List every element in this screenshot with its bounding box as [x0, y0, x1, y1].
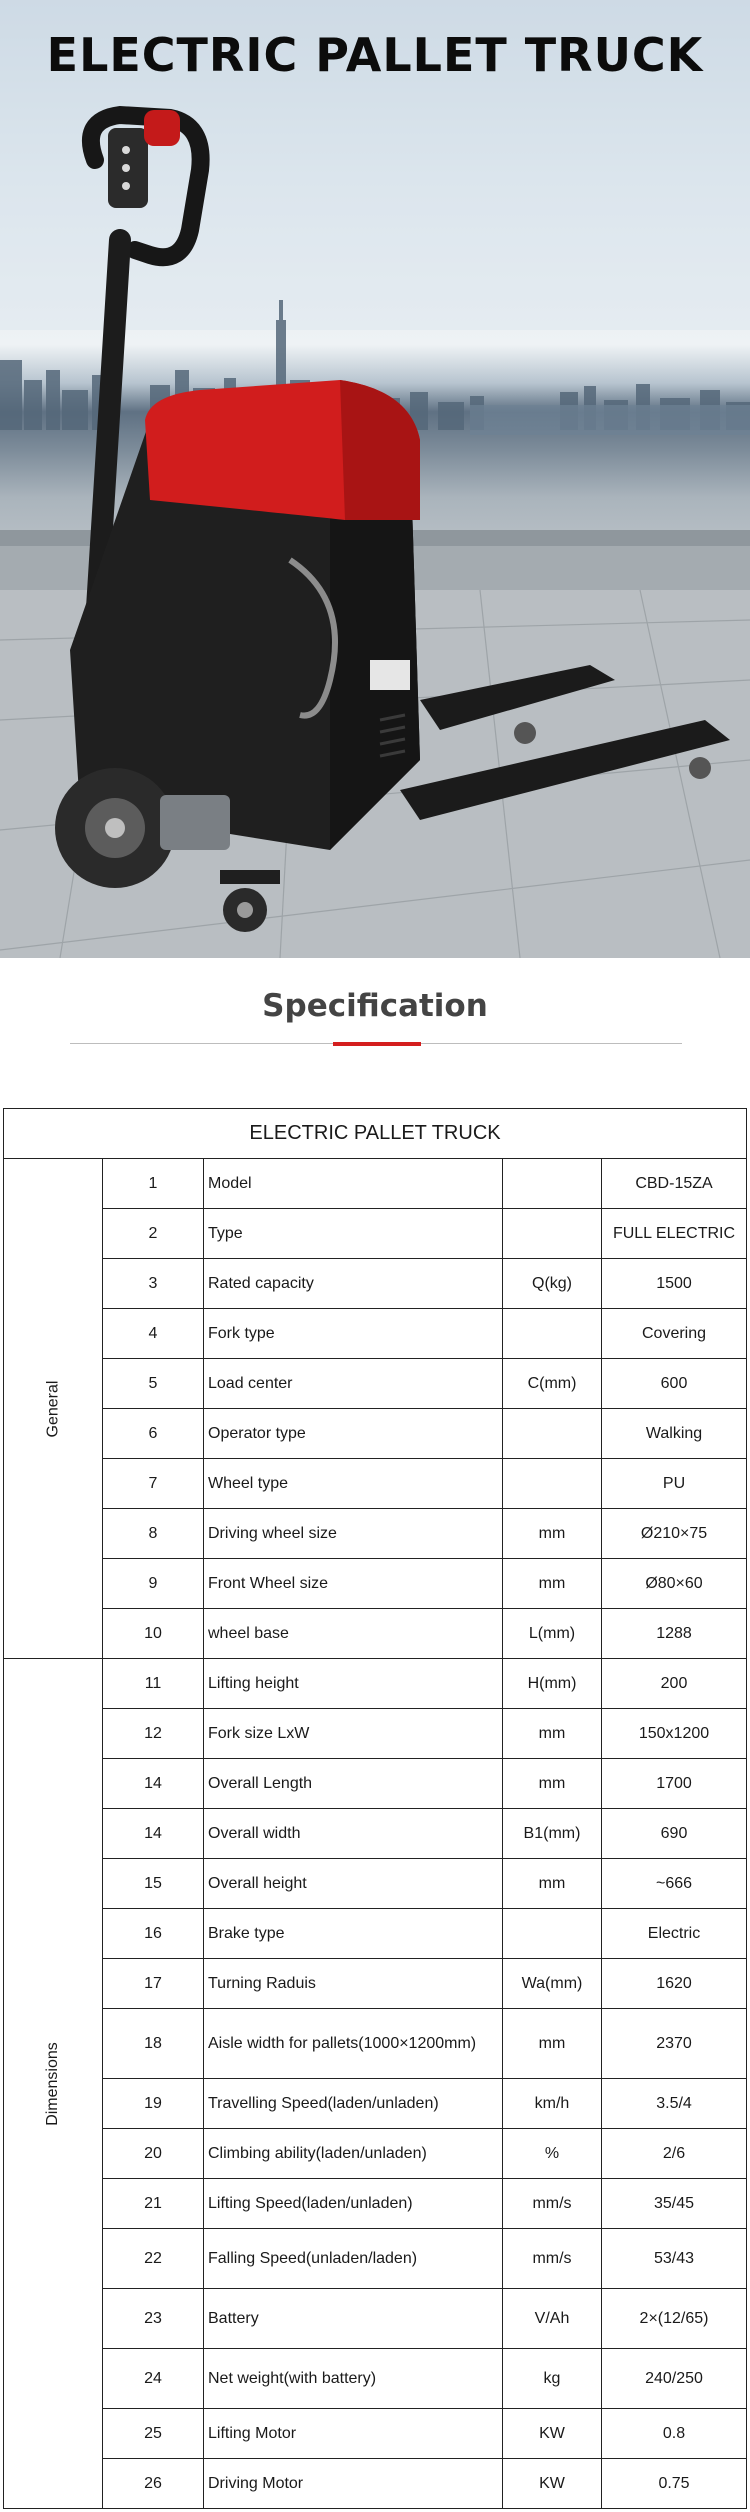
- table-row: [4, 1909, 747, 1959]
- row-unit: C(mm): [503, 1359, 602, 1409]
- row-number: 23: [103, 2289, 204, 2349]
- table-row: [4, 1559, 747, 1609]
- spec-caption: ELECTRIC PALLET TRUCK: [4, 1109, 747, 1159]
- row-number: 11: [103, 1659, 204, 1709]
- table-row: [4, 1409, 747, 1459]
- table-row: [4, 1159, 747, 1209]
- table-row: [4, 2409, 747, 2459]
- row-number: 2: [103, 1209, 204, 1259]
- heading-accent-bar: [333, 1042, 421, 1046]
- table-row: [4, 1209, 747, 1259]
- row-number: 25: [103, 2409, 204, 2459]
- row-number: 18: [103, 2009, 204, 2079]
- row-unit: Wa(mm): [503, 1959, 602, 2009]
- row-unit: [503, 1459, 602, 1509]
- row-value: 53/43: [602, 2229, 747, 2289]
- row-parameter: wheel base: [204, 1609, 503, 1659]
- table-row: [4, 1459, 747, 1509]
- table-row: [4, 2009, 747, 2079]
- row-parameter: Lifting Speed(laden/unladen): [204, 2179, 503, 2229]
- row-value: 600: [602, 1359, 747, 1409]
- table-row: [4, 1359, 747, 1409]
- row-parameter: Load center: [204, 1359, 503, 1409]
- table-row: [4, 1759, 747, 1809]
- row-unit: L(mm): [503, 1609, 602, 1659]
- row-number: 5: [103, 1359, 204, 1409]
- row-number: 7: [103, 1459, 204, 1509]
- row-parameter: Climbing ability(laden/unladen): [204, 2129, 503, 2179]
- table-row: [4, 2079, 747, 2129]
- row-number: 26: [103, 2459, 204, 2509]
- row-unit: kg: [503, 2349, 602, 2409]
- row-value: 150x1200: [602, 1709, 747, 1759]
- row-parameter: Net weight(with battery): [204, 2349, 503, 2409]
- row-value: 200: [602, 1659, 747, 1709]
- row-value: 1288: [602, 1609, 747, 1659]
- row-parameter: Battery: [204, 2289, 503, 2349]
- row-unit: mm: [503, 1509, 602, 1559]
- row-number: 24: [103, 2349, 204, 2409]
- row-value: 3.5/4: [602, 2079, 747, 2129]
- row-value: 2×(12/65): [602, 2289, 747, 2349]
- row-unit: KW: [503, 2459, 602, 2509]
- table-row: [4, 1809, 747, 1859]
- row-value: ~666: [602, 1859, 747, 1909]
- section-heading: Specification: [262, 988, 488, 1024]
- table-row: [4, 2179, 747, 2229]
- row-number: 17: [103, 1959, 204, 2009]
- row-parameter: Travelling Speed(laden/unladen): [204, 2079, 503, 2129]
- row-unit: KW: [503, 2409, 602, 2459]
- table-row: [4, 1959, 747, 2009]
- group-label-cell: [4, 1159, 103, 1659]
- row-number: 21: [103, 2179, 204, 2229]
- row-number: 8: [103, 1509, 204, 1559]
- spec-table: [3, 1108, 747, 2509]
- row-value: 1620: [602, 1959, 747, 2009]
- row-parameter: Fork type: [204, 1309, 503, 1359]
- row-value: 0.8: [602, 2409, 747, 2459]
- table-row: [4, 1709, 747, 1759]
- row-unit: [503, 1909, 602, 1959]
- row-parameter: Driving wheel size: [204, 1509, 503, 1559]
- row-value: FULL ELECTRIC: [602, 1209, 747, 1259]
- row-number: 9: [103, 1559, 204, 1609]
- row-value: 35/45: [602, 2179, 747, 2229]
- row-number: 4: [103, 1309, 204, 1359]
- row-value: PU: [602, 1459, 747, 1509]
- row-value: 0.75: [602, 2459, 747, 2509]
- group-label: General: [43, 1380, 61, 1437]
- row-unit: mm: [503, 2009, 602, 2079]
- table-row: [4, 2229, 747, 2289]
- row-unit: Q(kg): [503, 1259, 602, 1309]
- row-number: 10: [103, 1609, 204, 1659]
- row-parameter: Overall height: [204, 1859, 503, 1909]
- row-number: 19: [103, 2079, 204, 2129]
- row-number: 12: [103, 1709, 204, 1759]
- row-number: 14: [103, 1759, 204, 1809]
- row-parameter: Fork size LxW: [204, 1709, 503, 1759]
- row-value: Ø210×75: [602, 1509, 747, 1559]
- row-unit: %: [503, 2129, 602, 2179]
- row-parameter: Aisle width for pallets(1000×1200mm): [204, 2009, 503, 2079]
- row-unit: mm/s: [503, 2179, 602, 2229]
- row-value: Walking: [602, 1409, 747, 1459]
- row-unit: [503, 1409, 602, 1459]
- row-parameter: Overall Length: [204, 1759, 503, 1809]
- row-unit: km/h: [503, 2079, 602, 2129]
- row-number: 15: [103, 1859, 204, 1909]
- row-parameter: Model: [204, 1159, 503, 1209]
- row-unit: mm: [503, 1709, 602, 1759]
- row-parameter: Type: [204, 1209, 503, 1259]
- row-number: 16: [103, 1909, 204, 1959]
- row-number: 14: [103, 1809, 204, 1859]
- table-row: [4, 2459, 747, 2509]
- row-value: Covering: [602, 1309, 747, 1359]
- row-value: Electric: [602, 1909, 747, 1959]
- row-unit: [503, 1309, 602, 1359]
- row-unit: mm/s: [503, 2229, 602, 2289]
- group-label-cell: [4, 1659, 103, 2509]
- table-row: [4, 1259, 747, 1309]
- row-value: 1500: [602, 1259, 747, 1309]
- table-row: [4, 2349, 747, 2409]
- row-value: 2/6: [602, 2129, 747, 2179]
- row-value: 240/250: [602, 2349, 747, 2409]
- row-parameter: Front Wheel size: [204, 1559, 503, 1609]
- row-parameter: Brake type: [204, 1909, 503, 1959]
- row-value: 690: [602, 1809, 747, 1859]
- row-value: 2370: [602, 2009, 747, 2079]
- row-unit: mm: [503, 1759, 602, 1809]
- row-parameter: Operator type: [204, 1409, 503, 1459]
- table-row: [4, 2129, 747, 2179]
- row-parameter: Overall width: [204, 1809, 503, 1859]
- row-value: Ø80×60: [602, 1559, 747, 1609]
- row-value: 1700: [602, 1759, 747, 1809]
- row-parameter: Falling Speed(unladen/laden): [204, 2229, 503, 2289]
- pallet-truck-illustration: [0, 0, 750, 958]
- row-value: CBD-15ZA: [602, 1159, 747, 1209]
- row-unit: H(mm): [503, 1659, 602, 1709]
- group-label: Dimensions: [44, 2041, 61, 2126]
- row-parameter: Rated capacity: [204, 1259, 503, 1309]
- table-row: [4, 2289, 747, 2349]
- row-parameter: Lifting height: [204, 1659, 503, 1709]
- table-row: [4, 1309, 747, 1359]
- table-row: [4, 1859, 747, 1909]
- spec-caption-row: [4, 1109, 747, 1159]
- row-parameter: Lifting Motor: [204, 2409, 503, 2459]
- table-row: [4, 1509, 747, 1559]
- row-number: 3: [103, 1259, 204, 1309]
- row-number: 22: [103, 2229, 204, 2289]
- row-unit: [503, 1159, 602, 1209]
- table-row: [4, 1609, 747, 1659]
- row-unit: B1(mm): [503, 1809, 602, 1859]
- row-number: 20: [103, 2129, 204, 2179]
- row-unit: V/Ah: [503, 2289, 602, 2349]
- row-number: 1: [103, 1159, 204, 1209]
- row-parameter: Turning Raduis: [204, 1959, 503, 2009]
- hero-title: ELECTRIC PALLET TRUCK: [46, 28, 704, 82]
- row-unit: mm: [503, 1559, 602, 1609]
- hero-banner: [0, 0, 750, 958]
- table-row: [4, 1659, 747, 1709]
- row-unit: mm: [503, 1859, 602, 1909]
- row-parameter: Wheel type: [204, 1459, 503, 1509]
- row-parameter: Driving Motor: [204, 2459, 503, 2509]
- row-number: 6: [103, 1409, 204, 1459]
- row-unit: [503, 1209, 602, 1259]
